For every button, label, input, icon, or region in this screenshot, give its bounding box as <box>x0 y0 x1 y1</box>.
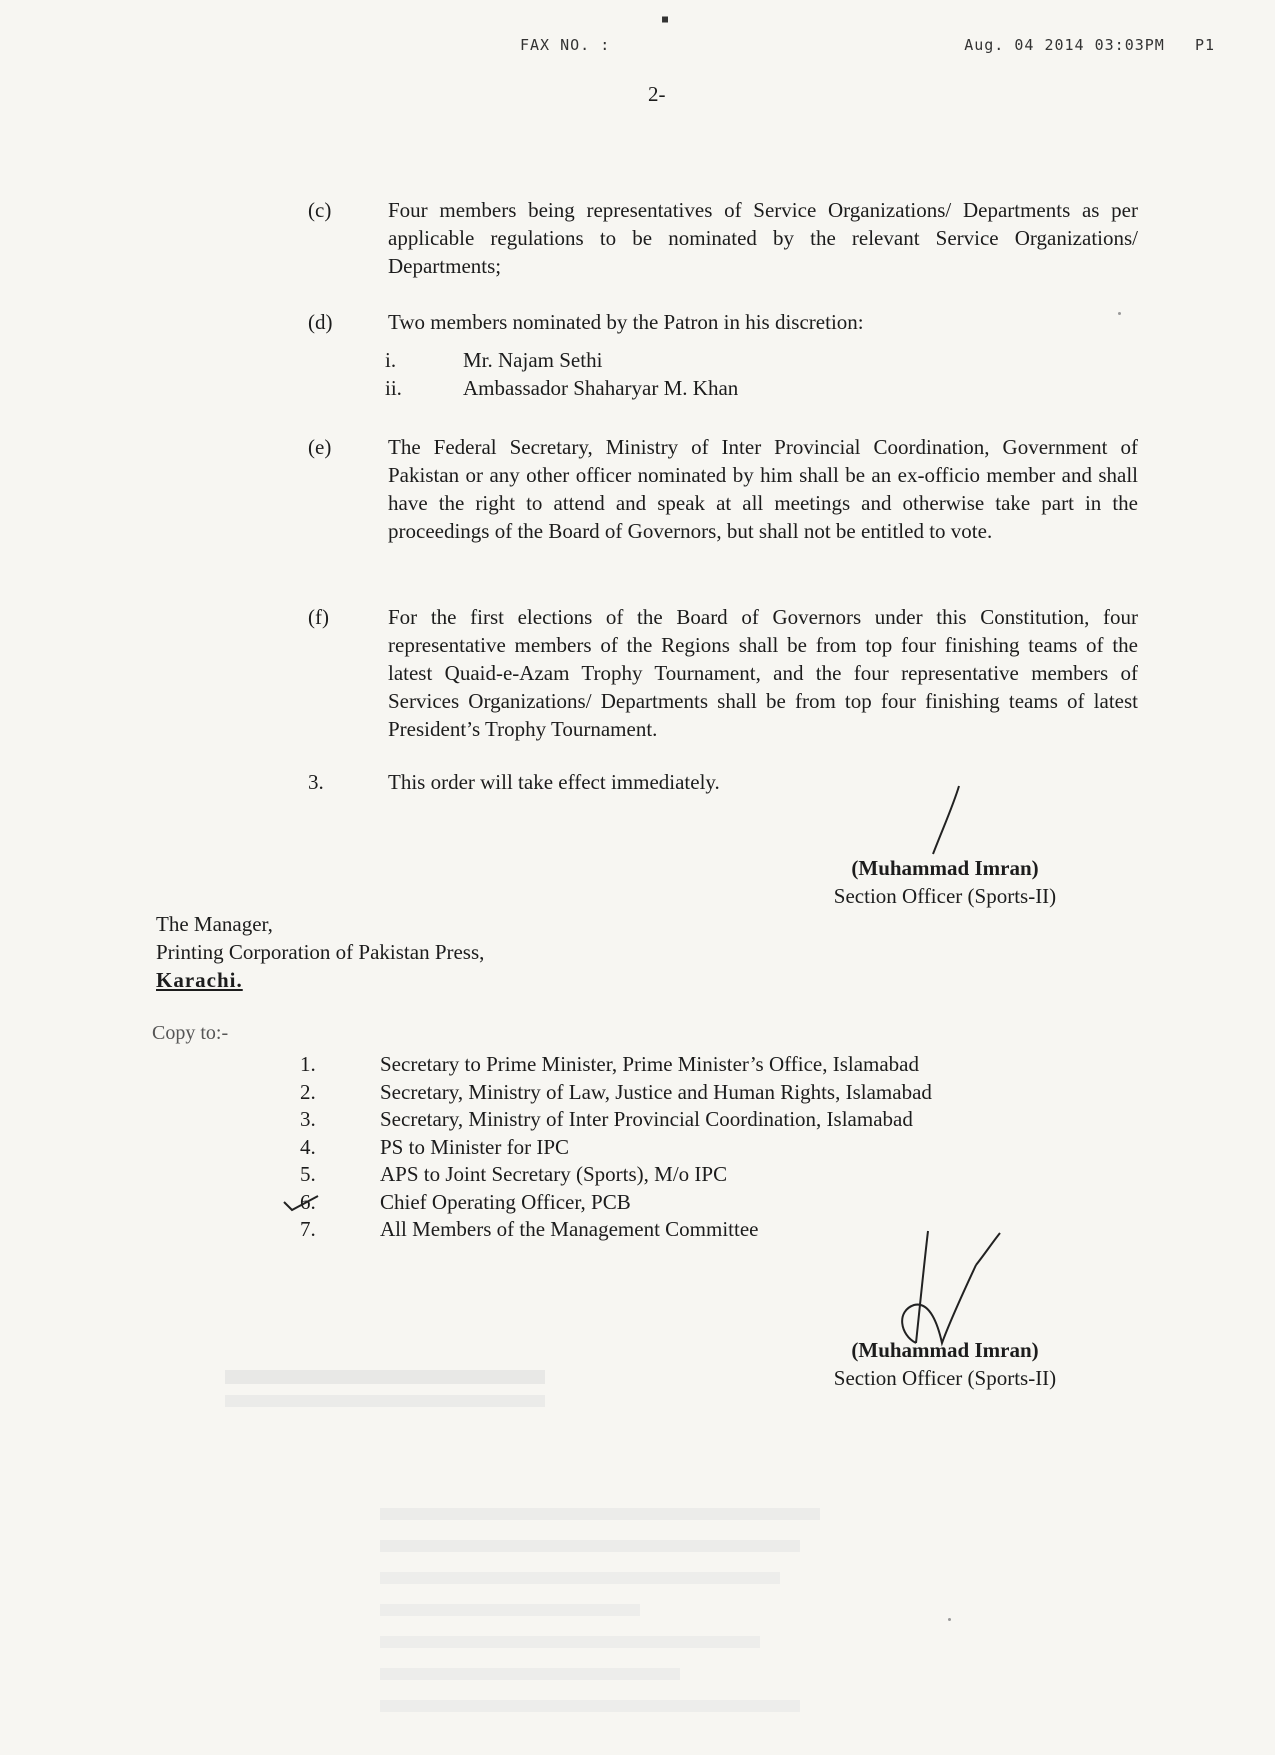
copy-item-number: 1. <box>300 1052 316 1076</box>
copy-item-number: 7. <box>300 1217 316 1241</box>
nominee-name: Mr. Najam Sethi <box>463 348 603 372</box>
scan-ghost-mark <box>380 1604 640 1616</box>
fax-timestamp: Aug. 04 2014 03:03PM <box>964 36 1165 54</box>
clause-e <box>308 433 1138 545</box>
fax-page: P1 <box>1194 36 1215 54</box>
copy-item-text: PS to Minister for IPC <box>380 1134 570 1159</box>
clause-f <box>308 603 1138 743</box>
scan-ghost-mark <box>380 1572 780 1584</box>
page-number: 2- <box>648 82 666 106</box>
clause-text: For the first elections of the Board of Governors under this Constitution, four representative members of the Regions shall be from top four finishing teams of the latest Quaid-e-Azam Trophy Tournament, and the four representative members of Services Organizations/ Departments shall be from top four finishing teams of latest President’s Trophy Tournament. <box>388 605 1138 741</box>
scan-ghost-mark <box>380 1540 800 1552</box>
scan-ghost-mark <box>380 1700 800 1712</box>
nominee-item <box>385 374 738 402</box>
copy-list-item <box>300 1051 932 1079</box>
copy-item-text: Secretary, Ministry of Law, Justice and Human Rights, Islamabad <box>380 1079 932 1104</box>
copy-list-item <box>300 1189 932 1217</box>
addressee-city: Karachi. <box>156 968 243 992</box>
copy-item-text: APS to Joint Secretary (Sports), M/o IPC <box>380 1162 728 1186</box>
checkmark-icon <box>282 1192 322 1216</box>
fax-mark-dot: ■ <box>662 14 670 25</box>
scan-speck <box>1118 312 1121 315</box>
scan-ghost-mark <box>380 1636 760 1648</box>
scan-ghost-mark <box>225 1395 545 1407</box>
clause-marker: (d) <box>308 310 333 334</box>
copy-item-number: 3. <box>300 1107 316 1131</box>
copy-item-text: Secretary to Prime Minister, Prime Minister’s Office, Islamabad <box>380 1052 920 1076</box>
clause-text: Four members being representatives of Service Organizations/ Departments as per applicable regulations to be nominated by the relevant Service Organizations/ Departments; <box>388 198 1138 278</box>
signatory-block-2 <box>800 1336 1090 1392</box>
nominee-marker: i. <box>385 348 397 372</box>
clause-marker: 3. <box>308 770 324 794</box>
clause-c <box>308 196 1138 280</box>
clause-marker: (f) <box>308 605 329 629</box>
copy-item-number: 2. <box>300 1079 316 1104</box>
clause-text: The Federal Secretary, Ministry of Inter Provincial Coordination, Government of Pakistan or any other officer nominated by him shall be an ex-officio member and shall have the right to attend and speak at all meetings and otherwise take part in the proceedings of the Board of Governors, but shall not be entitled to vote. <box>388 435 1138 543</box>
copy-list-item <box>300 1134 932 1162</box>
signatory-name: (Muhammad Imran) <box>851 1338 1039 1362</box>
clause-text: Two members nominated by the Patron in his discretion: <box>388 310 864 334</box>
addressee-line: Printing Corporation of Pakistan Press, <box>156 940 485 964</box>
signatory-name: (Muhammad Imran) <box>851 856 1039 880</box>
copy-list-item <box>300 1161 932 1189</box>
clause-d <box>308 308 1138 336</box>
addressee-line: The Manager, <box>156 912 273 936</box>
nominee-marker: ii. <box>385 376 402 400</box>
clause-text: This order will take effect immediately. <box>388 770 720 794</box>
copy-list-item <box>300 1079 932 1107</box>
signatory-designation: Section Officer (Sports-II) <box>833 1366 1057 1390</box>
copy-to-label: Copy to:- <box>152 1022 229 1044</box>
nominee-item <box>385 346 602 374</box>
copy-list <box>300 1051 932 1244</box>
copy-item-text: All Members of the Management Committee <box>380 1217 759 1241</box>
scan-ghost-mark <box>225 1370 545 1384</box>
signature-stroke-icon <box>915 780 975 860</box>
fax-number-label: FAX NO. : <box>520 36 611 54</box>
fax-date-time <box>964 36 1215 54</box>
copy-item-text: Secretary, Ministry of Inter Provincial Coordination, Islamabad <box>380 1107 913 1131</box>
scan-ghost-mark <box>380 1508 820 1520</box>
clause-marker: (c) <box>308 198 332 222</box>
signatory-block-1 <box>800 854 1090 910</box>
copy-item-number: 5. <box>300 1162 316 1186</box>
clause-marker: (e) <box>308 435 332 459</box>
copy-item-number: 6. <box>300 1189 316 1214</box>
addressee-block <box>156 910 484 994</box>
copy-list-item <box>300 1216 932 1244</box>
scan-ghost-mark <box>380 1668 680 1680</box>
copy-item-text: Chief Operating Officer, PCB <box>380 1189 631 1214</box>
signatory-designation: Section Officer (Sports-II) <box>833 884 1057 908</box>
copy-item-number: 4. <box>300 1134 316 1159</box>
copy-list-item <box>300 1106 932 1134</box>
order-clause <box>308 768 1138 796</box>
nominee-name: Ambassador Shaharyar M. Khan <box>463 376 739 400</box>
scan-speck <box>948 1618 951 1621</box>
